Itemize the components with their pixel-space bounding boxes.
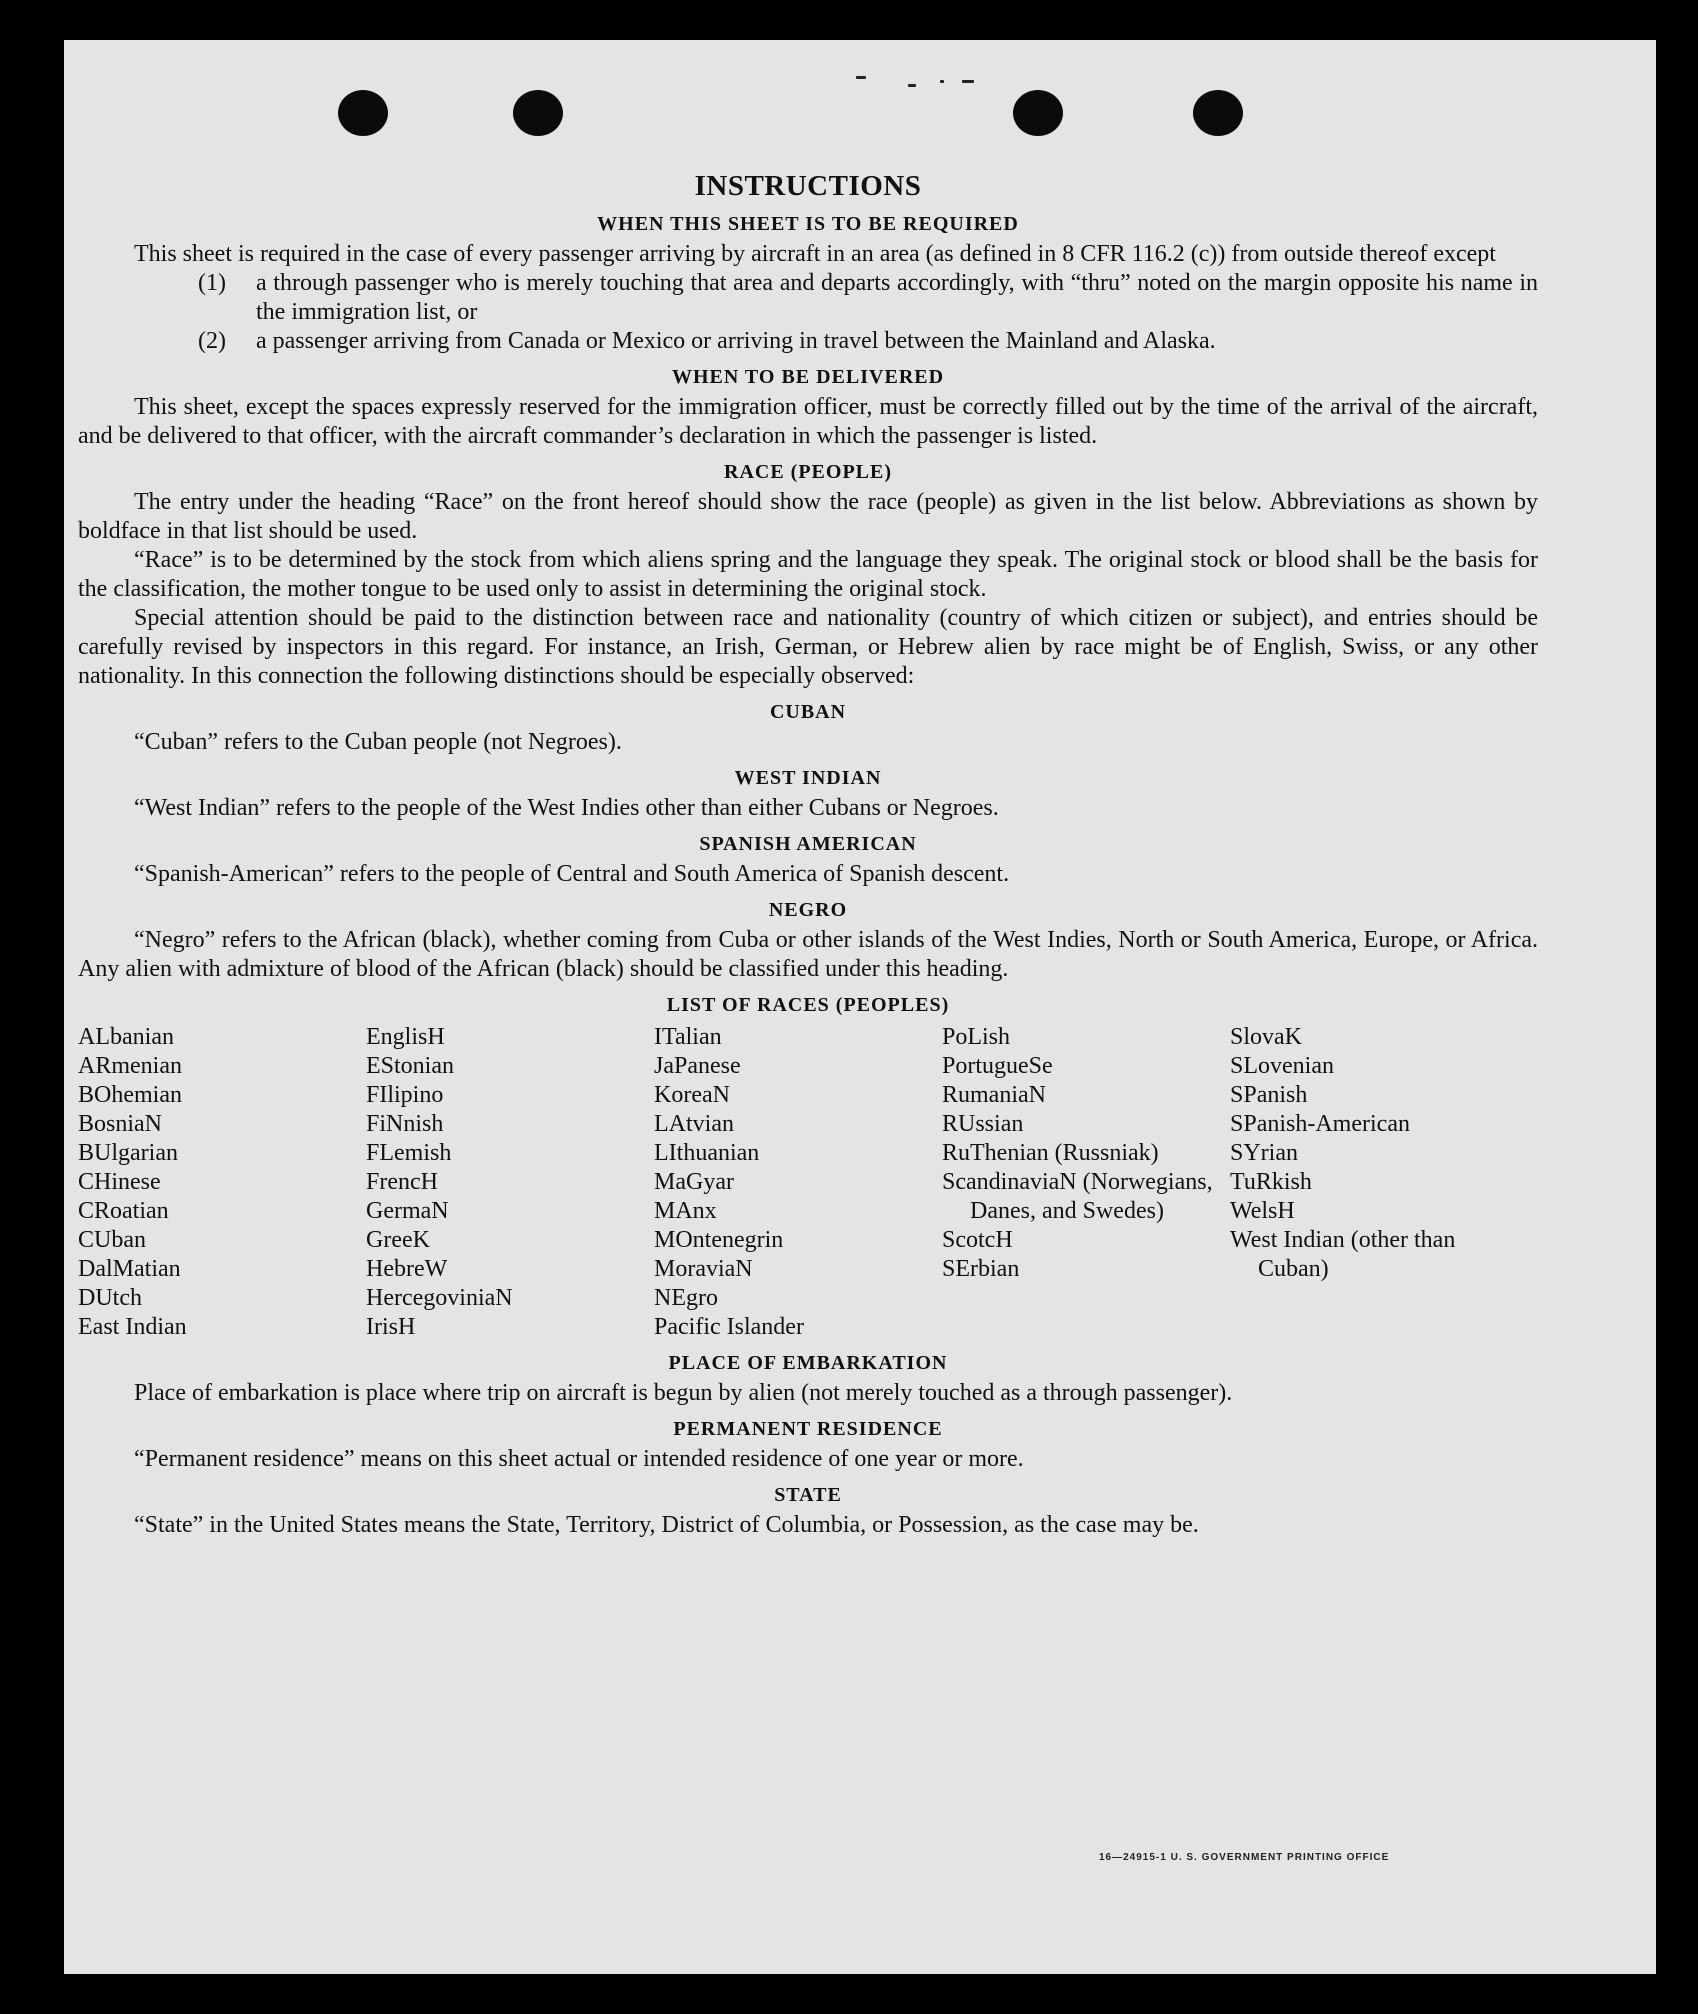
printer-code: 16—24915-1 U. S. GOVERNMENT PRINTING OFFICE — [1099, 1852, 1390, 1863]
punch-hole — [513, 90, 563, 136]
race-item: FIlipino — [366, 1082, 444, 1108]
exception-item — [198, 269, 1538, 327]
race-item: NEgro — [654, 1285, 718, 1311]
race-item: SYrian — [1230, 1140, 1298, 1166]
heading-cuban: CUBAN — [769, 701, 847, 723]
punch-hole — [1193, 90, 1243, 136]
exception-item — [198, 327, 1538, 356]
races-column — [78, 1023, 366, 1342]
races-list — [78, 1023, 1538, 1342]
races-column — [366, 1023, 654, 1342]
race-item: SErbian — [942, 1256, 1020, 1282]
race-item: SPanish — [1230, 1082, 1308, 1108]
heading-embarkation: PLACE OF EMBARKATION — [668, 1352, 948, 1374]
west-indian-text: “West Indian” refers to the people of the West Indies other than either Cubans or Negroes. — [134, 795, 999, 821]
race-item: ITalian — [654, 1024, 722, 1050]
races-column — [654, 1023, 942, 1342]
scan-speck — [908, 84, 916, 87]
race-item: RuThenian (Russniak) — [942, 1140, 1159, 1166]
embarkation-text: Place of embarkation is place where trip on aircraft is begun by alien (not merely touched as a through passenger). — [134, 1380, 1233, 1406]
heading-when-required: WHEN THIS SHEET IS TO BE REQUIRED — [597, 213, 1019, 235]
permanent-residence-text: “Permanent residence” means on this sheet actual or intended residence of one year or more. — [134, 1446, 1024, 1472]
race-item: BOhemian — [78, 1082, 182, 1108]
when-delivered-text: This sheet, except the spaces expressly reserved for the immigration officer, must be correctly filled out by the time of the arrival of the aircraft, and be delivered to that officer, with the aircraft commander’s declaration in which the passenger is listed. — [78, 394, 1538, 449]
when-required-intro: This sheet is required in the case of every passenger arriving by aircraft in an area (as defined in 8 CFR 116.2 (c)) from outside thereof except — [134, 241, 1496, 267]
exception-text: a through passenger who is merely touching that area and departs accordingly, with “thru” noted on the margin opposite his name in the immigration list, or — [256, 270, 1538, 325]
exception-number: (1) — [198, 270, 226, 296]
race-item: ALbanian — [78, 1024, 174, 1050]
race-item: HebreW — [366, 1256, 448, 1282]
page-title: INSTRUCTIONS — [694, 170, 922, 202]
heading-west-indian: WEST INDIAN — [734, 767, 882, 789]
race-item: Pacific Islander — [654, 1314, 804, 1340]
scan-speck — [856, 76, 866, 79]
race-item: DUtch — [78, 1285, 142, 1311]
race-item: BosniaN — [78, 1111, 162, 1137]
race-item: SPanish-American — [1230, 1111, 1410, 1137]
race-item: LIthuanian — [654, 1140, 760, 1166]
document-sheet — [64, 40, 1656, 1974]
race-item: MaGyar — [654, 1169, 734, 1195]
race-paragraph-2: “Race” is to be determined by the stock from which aliens spring and the language they speak. The original stock or blood shall be the basis for the classification, the mother tongue to be used only to assist in determining the original stock. — [78, 547, 1538, 602]
heading-negro: NEGRO — [768, 899, 848, 921]
race-item: RUssian — [942, 1111, 1024, 1137]
race-item: FrencH — [366, 1169, 438, 1195]
race-item: SLovenian — [1230, 1053, 1334, 1079]
spanish-american-text: “Spanish-American” refers to the people of Central and South America of Spanish descent. — [134, 861, 1010, 887]
race-item: CUban — [78, 1227, 146, 1253]
race-item: EnglisH — [366, 1024, 445, 1050]
negro-text: “Negro” refers to the African (black), whether coming from Cuba or other islands of the West Indies, North or South America, Europe, or Africa. Any alien with admixture of blood of the African (black) should be classified under this heading. — [78, 927, 1538, 982]
race-item: ScandinaviaN (Norwegians, Danes, and Swedes) — [942, 1169, 1213, 1224]
race-item: SlovaK — [1230, 1024, 1302, 1050]
heading-spanish-american: SPANISH AMERICAN — [699, 833, 917, 855]
race-item: HercegoviniaN — [366, 1285, 513, 1311]
exception-number: (2) — [198, 328, 226, 354]
race-item: MOntenegrin — [654, 1227, 784, 1253]
race-item: KoreaN — [654, 1082, 730, 1108]
heading-when-delivered: WHEN TO BE DELIVERED — [671, 366, 945, 388]
race-item: PortugueSe — [942, 1053, 1053, 1079]
race-item: ARmenian — [78, 1053, 182, 1079]
race-paragraph-3: Special attention should be paid to the distinction between race and nationality (country of which citizen or subject), and entries should be carefully revised by inspectors in this regard. For instance, an Irish, German, or Hebrew alien by race might be of English, Swiss, or any other nationality. In this connection the following distinctions should be especially observed: — [78, 605, 1538, 689]
punch-hole — [338, 90, 388, 136]
scan-speck — [962, 80, 974, 83]
race-item: GreeK — [366, 1227, 430, 1253]
race-item: GermaN — [366, 1198, 449, 1224]
race-item: West Indian (other than Cuban) — [1230, 1227, 1456, 1282]
race-item: MoraviaN — [654, 1256, 753, 1282]
heading-permanent-residence: PERMANENT RESIDENCE — [673, 1418, 943, 1440]
exception-text: a passenger arriving from Canada or Mexico or arriving in travel between the Mainland and Alaska. — [256, 328, 1216, 354]
heading-race: RACE (PEOPLE) — [724, 461, 892, 483]
cuban-text: “Cuban” refers to the Cuban people (not Negroes). — [134, 729, 622, 755]
heading-list-of-races: LIST OF RACES (PEOPLES) — [666, 994, 950, 1016]
state-text: “State” in the United States means the State, Territory, District of Columbia, or Possession, as the case may be. — [134, 1512, 1199, 1538]
punch-hole — [1013, 90, 1063, 136]
race-item: JaPanese — [654, 1053, 741, 1079]
race-item: MAnx — [654, 1198, 717, 1224]
race-item: LAtvian — [654, 1111, 734, 1137]
race-item: FLemish — [366, 1140, 452, 1166]
race-item: East Indian — [78, 1314, 187, 1340]
race-paragraph-1: The entry under the heading “Race” on the front hereof should show the race (people) as given in the list below. Abbreviations as shown by boldface in that list should be used. — [78, 489, 1538, 544]
race-item: CRoatian — [78, 1198, 169, 1224]
instructions-content — [78, 170, 1538, 1540]
race-item: WelsH — [1230, 1198, 1295, 1224]
races-column — [942, 1023, 1230, 1342]
race-item: CHinese — [78, 1169, 161, 1195]
races-column — [1230, 1023, 1518, 1342]
race-item: FiNnish — [366, 1111, 444, 1137]
race-item: TuRkish — [1230, 1169, 1312, 1195]
race-item: IrisH — [366, 1314, 416, 1340]
race-item: ScotcH — [942, 1227, 1013, 1253]
race-item: RumaniaN — [942, 1082, 1046, 1108]
race-item: PoLish — [942, 1024, 1011, 1050]
heading-state: STATE — [774, 1484, 842, 1506]
scan-speck — [940, 80, 944, 83]
race-item: BUlgarian — [78, 1140, 178, 1166]
race-item: DalMatian — [78, 1256, 181, 1282]
race-item: EStonian — [366, 1053, 454, 1079]
